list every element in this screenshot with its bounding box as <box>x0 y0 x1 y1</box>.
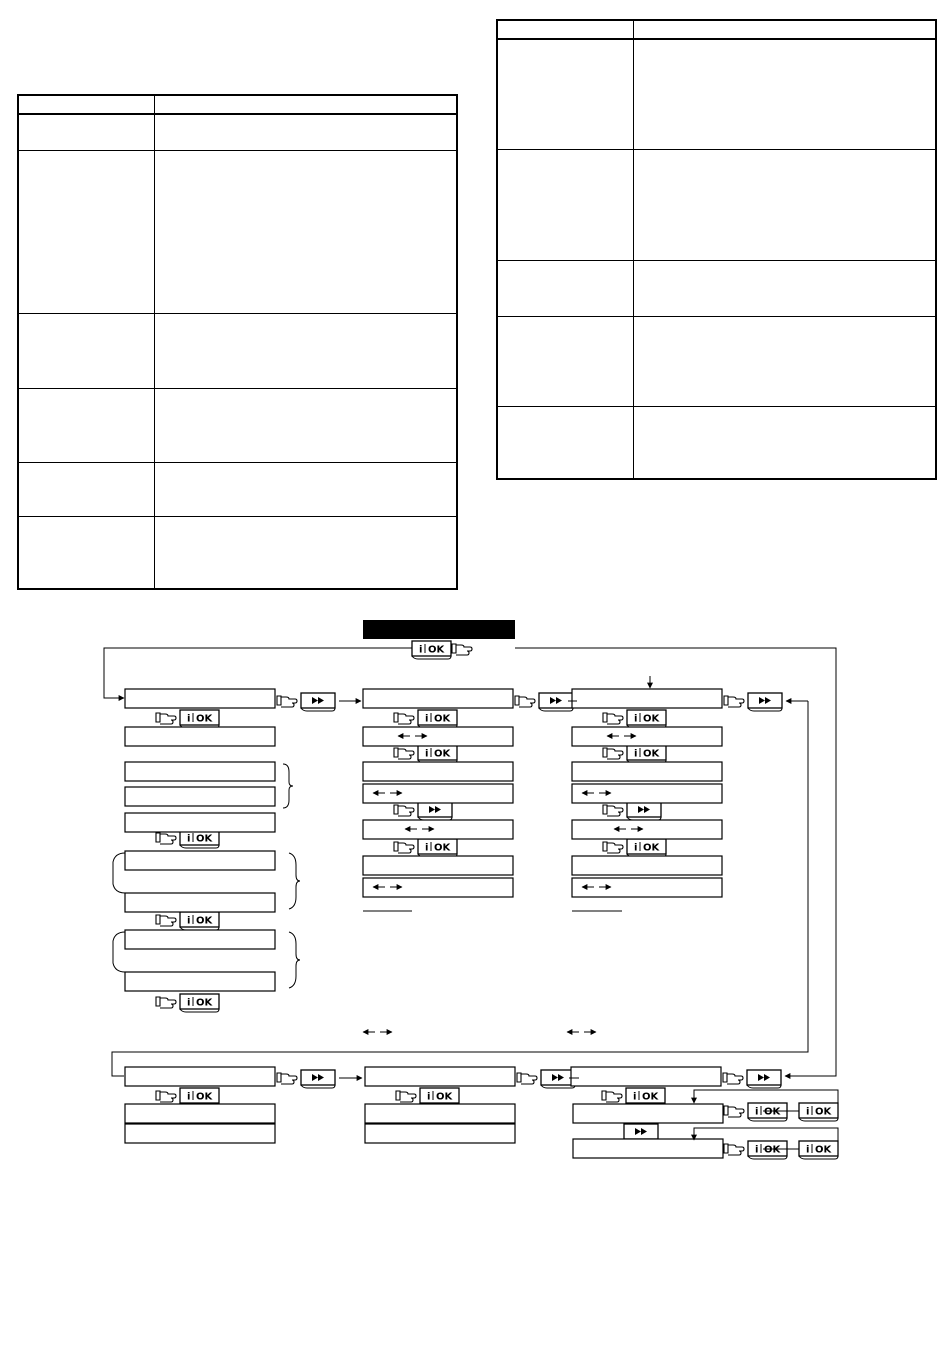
pointing-hand-icon <box>156 713 176 724</box>
pointing-hand-icon <box>724 1144 744 1155</box>
ok-key-button[interactable] <box>418 745 457 763</box>
ok-key-i: i <box>755 1106 759 1118</box>
pointing-hand-icon <box>603 713 623 724</box>
ok-key-ok: OK <box>815 1106 832 1118</box>
menu-display-box <box>572 856 722 875</box>
ok-key-i: i <box>755 1144 759 1156</box>
menu-display-box <box>125 762 275 781</box>
ok-key-ok: OK <box>196 713 213 725</box>
menu-display-box <box>572 689 722 708</box>
menu-display-box <box>125 1124 275 1143</box>
ok-key-button[interactable] <box>627 839 666 857</box>
menu-display-box <box>363 878 513 897</box>
ok-key-ok: OK <box>434 842 451 854</box>
pointing-hand-icon <box>396 1091 416 1102</box>
ok-key-i: i <box>425 748 429 760</box>
ok-key-i: i <box>427 1091 431 1103</box>
ok-key-button[interactable] <box>418 839 457 857</box>
pointing-hand-icon <box>603 748 623 759</box>
ok-key-i: i <box>187 997 191 1009</box>
next-key-button[interactable] <box>301 693 335 711</box>
ok-key-button[interactable] <box>626 1088 665 1106</box>
menu-display-box <box>125 851 275 870</box>
group-brace <box>289 932 300 988</box>
menu-display-box <box>125 930 275 949</box>
ok-key-button[interactable] <box>627 745 666 763</box>
menu-display-box <box>363 784 513 803</box>
pointing-hand-icon <box>156 997 176 1008</box>
pointing-hand-icon <box>515 696 535 707</box>
menu-display-box <box>572 762 722 781</box>
diagram-title-bar <box>363 620 515 639</box>
ok-key-ok: OK <box>434 748 451 760</box>
menu-display-box <box>125 787 275 806</box>
next-key-button[interactable] <box>418 802 452 820</box>
ok-key-button[interactable] <box>180 710 219 728</box>
menu-display-box <box>125 727 275 746</box>
pointing-hand-icon <box>603 842 623 853</box>
ok-key-button[interactable] <box>799 1103 838 1121</box>
loop-connector <box>113 853 125 893</box>
menu-display-box <box>125 972 275 991</box>
ok-key-ok: OK <box>196 833 213 845</box>
ok-key-ok: OK <box>764 1144 781 1156</box>
ok-key-i: i <box>187 915 191 927</box>
pointing-hand-icon <box>517 1073 537 1084</box>
ok-key-ok: OK <box>643 748 660 760</box>
ok-key-i: i <box>187 1091 191 1103</box>
pointing-hand-icon <box>394 805 414 816</box>
menu-display-box <box>125 813 275 832</box>
ok-key-button[interactable] <box>748 1141 787 1159</box>
ok-key-i: i <box>633 1091 637 1103</box>
ok-key-ok: OK <box>642 1091 659 1103</box>
group-brace <box>289 853 300 909</box>
menu-display-box <box>572 784 722 803</box>
pointing-hand-icon <box>156 833 176 844</box>
ok-key-ok: OK <box>764 1106 781 1118</box>
ok-key-i: i <box>806 1144 810 1156</box>
menu-display-box <box>365 1124 515 1143</box>
menu-display-box <box>125 689 275 708</box>
menu-display-box <box>365 1067 515 1086</box>
ok-key-i: i <box>425 713 429 725</box>
ok-key-ok: OK <box>196 997 213 1009</box>
ok-key-ok: OK <box>196 915 213 927</box>
ok-key-ok: OK <box>643 713 660 725</box>
ok-key-button[interactable] <box>180 1088 219 1106</box>
next-key-button[interactable] <box>301 1070 335 1088</box>
ok-key-button[interactable] <box>799 1141 838 1159</box>
ok-key-button[interactable] <box>627 710 666 728</box>
next-key-button[interactable] <box>539 693 573 711</box>
pointing-hand-icon <box>452 644 472 655</box>
menu-display-box <box>363 689 513 708</box>
ok-key-ok: OK <box>643 842 660 854</box>
pointing-hand-icon <box>277 1073 297 1084</box>
ok-key-button[interactable] <box>412 641 451 659</box>
ok-key-button[interactable] <box>180 994 219 1012</box>
ok-key-ok: OK <box>436 1091 453 1103</box>
menu-display-box <box>125 1104 275 1123</box>
pointing-hand-icon <box>277 696 297 707</box>
ok-key-button[interactable] <box>748 1103 787 1121</box>
next-key-button[interactable] <box>748 693 782 711</box>
menu-display-box <box>363 762 513 781</box>
ok-key-i: i <box>419 644 423 656</box>
next-key-button[interactable] <box>747 1070 781 1088</box>
ok-key-i: i <box>634 842 638 854</box>
ok-key-ok: OK <box>434 713 451 725</box>
pointing-hand-icon <box>602 1091 622 1102</box>
ok-key-i: i <box>187 833 191 845</box>
pointing-hand-icon <box>394 748 414 759</box>
pointing-hand-icon <box>603 805 623 816</box>
menu-display-box <box>572 820 722 839</box>
menu-display-box <box>572 727 722 746</box>
group-brace <box>283 764 293 808</box>
ok-key-button[interactable] <box>418 710 457 728</box>
pointing-hand-icon <box>723 1073 743 1084</box>
menu-display-box <box>125 893 275 912</box>
pointing-hand-icon <box>724 1106 744 1117</box>
menu-display-box <box>365 1104 515 1123</box>
ok-key-i: i <box>806 1106 810 1118</box>
ok-key-i: i <box>425 842 429 854</box>
pointing-hand-icon <box>724 696 744 707</box>
next-key-button[interactable] <box>541 1070 575 1088</box>
pointing-hand-icon <box>156 915 176 926</box>
ok-key-i: i <box>634 748 638 760</box>
menu-display-box <box>363 820 513 839</box>
menu-display-box <box>573 1139 723 1158</box>
ok-key-button[interactable] <box>180 830 219 848</box>
menu-display-box <box>363 727 513 746</box>
pointing-hand-icon <box>394 842 414 853</box>
pointing-hand-icon <box>156 1091 176 1102</box>
next-key-button[interactable] <box>627 802 661 820</box>
menu-display-box <box>363 856 513 875</box>
pointing-hand-icon <box>394 713 414 724</box>
loop-connector <box>113 932 125 972</box>
ok-key-ok: OK <box>815 1144 832 1156</box>
ok-key-ok: OK <box>428 644 445 656</box>
ok-key-button[interactable] <box>420 1088 459 1106</box>
menu-display-box <box>572 878 722 897</box>
ok-key-ok: OK <box>196 1091 213 1103</box>
ok-key-i: i <box>187 713 191 725</box>
ok-key-button[interactable] <box>180 912 219 930</box>
menu-display-box <box>125 1067 275 1086</box>
ok-key-i: i <box>634 713 638 725</box>
menu-display-box <box>571 1067 721 1086</box>
menu-display-box <box>573 1104 723 1123</box>
